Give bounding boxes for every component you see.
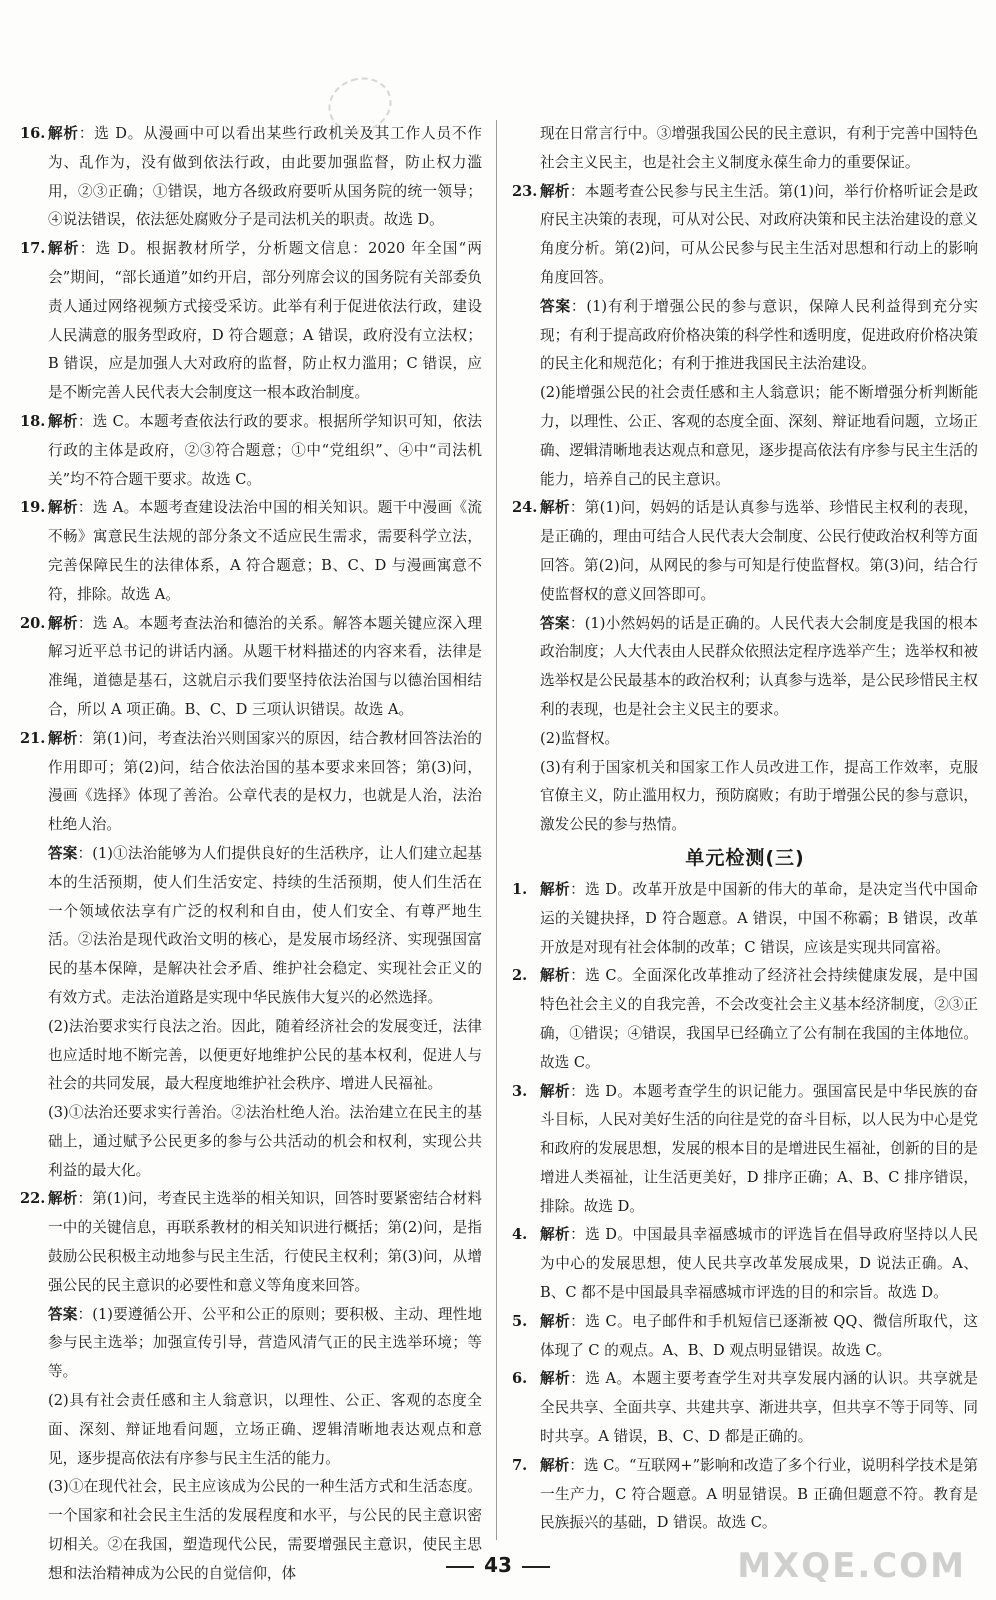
question-item xyxy=(20,235,482,408)
question-number: 4. xyxy=(512,1226,528,1244)
item-label: 答案 xyxy=(540,614,570,632)
item-text: ：第(1)问，妈妈的话是认真参与选举、珍惜民主权利的表现，是正确的，理由可结合人民代表大会制度、公民行使政治权利等方面回答。第(2)问，从网民的参与可知是行使监督权。第(3)问，结合行使监督权的意义回答即可。 xyxy=(540,499,978,603)
item-text: ：第(1)问，考查民主选举的相关知识，回答时要紧密结合材料一中的关键信息，再联系教材的相关知识进行概括；第(2)问，是指鼓励公民积极主动地参与民主生活，行使民主权利；第(3)问，从增强公民的民主意识的必要性和意义等角度来回答。 xyxy=(48,1190,482,1294)
item-label: 解析 xyxy=(48,729,78,747)
question-number: 20. xyxy=(20,614,46,632)
item-label: 解析 xyxy=(540,967,571,985)
item-text: ：选 D。改革开放是中国新的伟大的革命，是决定当代中国命运的关键抉择，D 符合题意。A 错误，中国不称霸；B 错误，改革开放是对现有社会体制的改革；C 错误，应该是实现共同富裕。 xyxy=(540,880,978,956)
item-text: ：选 C。电子邮件和手机短信已逐渐被 QQ、微信所取代，这体现了 C 的观点。A、B、D 观点明显错误。故选 C。 xyxy=(540,1312,978,1359)
item-text: ：选 D。根据教材所学，分析题文信息：2020 年全国“两会”期间，“部长通道”如约开启，部分列席会议的国务院有关部委负责人通过网络视频方式接受采访。此举有利于促进依法行政，建设人民满意的服务型政府，D 符合题意；A 错误，政府没有立法权；B 错误，应是加强人大对政府的监督，防止权力滥用；C 错误，应是不断完善人民代表大会制度这一根本政治制度。 xyxy=(48,240,482,402)
item-text: ：(1)有利于增强公民的参与意识，保障人民利益得到充分实现；有利于提高政府价格决策的科学性和透明度，促进政府价格决策的民主化和规范化；有利于推进我国民主法治建设。 xyxy=(540,297,978,373)
item-text: (2)法治要求实行良法之治。因此，随着经济社会的发展变迁，法律也应适时地不断完善，以便更好地维护公民的基本权利，促进人与社会的共同发展，最大程度地维护社会秩序、增进人民福祉。 xyxy=(48,1017,482,1093)
page-number-value: 43 xyxy=(484,1553,512,1577)
question-item xyxy=(512,178,978,293)
item-text: ：选 D。中国最具幸福感城市的评选旨在倡导政府坚持以人民为中心的发展思想，使人民共享改革发展成果，D 说法正确。A、B、C 都不是中国最具幸福感城市评选的目的和宗旨。故选 D。 xyxy=(540,1226,978,1302)
question-item xyxy=(512,1452,978,1538)
column-divider xyxy=(496,120,497,1540)
question-item xyxy=(512,876,978,962)
question-number: 1. xyxy=(512,880,528,898)
item-text: ：(1)①法治能够为人们提供良好的生活秩序，让人们建立起基本的生活预期，使人们生活安定、持续的生活预期，使人们生活在一个领域依法享有广泛的权利和自由，使人们安全、有尊严地生活。②法治是现代政治文明的核心，是发展市场经济、实现强国富民的基本保障，是解决社会矛盾、维护社会稳定、实现社会正义的有效方式。走法治道路是实现中华民族伟大复兴的必然选择。 xyxy=(48,844,482,1006)
answer-paragraph xyxy=(512,610,978,725)
question-item xyxy=(20,120,482,235)
answer-paragraph xyxy=(20,840,482,1013)
section-title: 单元检测(三) xyxy=(685,846,805,869)
question-item xyxy=(512,1221,978,1307)
answer-paragraph xyxy=(20,1099,482,1185)
item-label: 解析 xyxy=(540,499,570,517)
question-number: 18. xyxy=(20,412,46,430)
item-text: ：(1)小然妈妈的话是正确的。人民代表大会制度是我国的根本政治制度；人大代表由人民群众依照法定程序选举产生；选举权和被选举权是公民最基本的政治权利；认真参与选举，是公民珍惜民主权利的表现，也是社会主义民主的要求。 xyxy=(540,614,978,718)
item-text: ：选 C。“互联网+”影响和改造了多个行业，说明科学技术是第一生产力，C 符合题意。A 明显错误。B 正确但题意不符。教育是民族振兴的基础，D 错误。故选 C。 xyxy=(540,1456,978,1532)
item-label: 解析 xyxy=(48,125,79,142)
item-text: (2)监督权。 xyxy=(540,729,620,747)
answer-paragraph xyxy=(20,1013,482,1099)
question-item xyxy=(20,408,482,494)
page-number-dash-left xyxy=(446,1566,474,1568)
question-number: 3. xyxy=(512,1082,528,1100)
question-item xyxy=(512,1365,978,1451)
item-text: ：选 C。全面深化改革推动了经济社会持续健康发展，是中国特色社会主义的自我完善，不会改变社会主义基本经济制度，②③正确，①错误；④错误，我国早已经确立了公有制在我国的主体地位。故选 C。 xyxy=(540,967,978,1071)
answer-paragraph xyxy=(512,120,978,178)
item-label: 解析 xyxy=(48,412,78,430)
answer-paragraph xyxy=(20,1387,482,1473)
item-text: (2)具有社会责任感和主人翁意识，以理性、公正、客观的态度全面、深刻、辩证地看问题，立场正确、逻辑清晰地表达观点和意见，逐步提高依法有序参与民主生活的能力。 xyxy=(48,1392,482,1467)
answer-paragraph xyxy=(512,293,978,379)
item-label: 答案 xyxy=(540,297,571,315)
page-number-dash-right xyxy=(522,1566,550,1568)
item-text: ：选 C。本题考查依法行政的要求。根据所学知识可知，依法行政的主体是政府，②③符合题意；①中“党组织”、④中“司法机关”均不符合题干要求。故选 C。 xyxy=(48,412,482,488)
item-label: 解析 xyxy=(540,1312,571,1330)
item-label: 解析 xyxy=(540,1456,570,1474)
question-number: 22. xyxy=(20,1190,46,1208)
question-item xyxy=(512,1308,978,1366)
question-number: 6. xyxy=(512,1370,528,1388)
item-label: 答案 xyxy=(48,1305,78,1323)
item-text: (3)有利于国家机关和国家工作人员改进工作，提高工作效率，克服官僚主义，防止滥用权力，预防腐败；有助于增强公民的参与意识，激发公民的参与热情。 xyxy=(540,758,978,834)
item-text: ：选 A。本题主要考查学生对共享发展内涵的认识。共享就是全民共享、全面共享、共建共享、渐进共享，但共享不等于同等、同时共享。A 错误，B、C、D 都是正确的。 xyxy=(540,1370,978,1446)
item-label: 解析 xyxy=(48,499,78,517)
question-number: 5. xyxy=(512,1312,528,1330)
question-number: 19. xyxy=(20,499,46,517)
left-column xyxy=(20,120,482,1589)
question-number: 16. xyxy=(20,125,46,142)
answer-paragraph xyxy=(512,754,978,840)
item-label: 解析 xyxy=(540,1226,571,1244)
question-number: 17. xyxy=(20,240,46,258)
question-item xyxy=(20,610,482,725)
item-text: (2)能增强公民的社会责任感和主人翁意识；能不断增强分析判断能力，以理性、公正、客观的态度全面、深刻、辩证地看问题，立场正确、逻辑清晰地表达观点和意见，逐步提高依法有序参与民主生活的能力，培养自己的民主意识。 xyxy=(540,384,978,488)
question-item xyxy=(512,1078,978,1222)
item-text: (3)①在现代社会，民主应该成为公民的一种生活方式和生活态度。一个国家和社会民主生活的发展程度和水平，与公民的民主意识密切相关。②在我国，塑造现代公民，需要增强民主意识，使民主思想和法治精神成为公民的自觉信仰，体 xyxy=(48,1478,482,1582)
question-item xyxy=(512,962,978,1077)
question-item xyxy=(512,494,978,609)
watermark: MXQE.COM xyxy=(737,1546,966,1586)
question-number: 23. xyxy=(512,182,538,200)
item-label: 解析 xyxy=(48,1190,78,1208)
item-text: ：选 A。本题考查建设法治中国的相关知识。题干中漫画《流不畅》寓意民生法规的部分条文不适应民生需求，需要科学立法，完善保障民生的法律体系，A 符合题意；B、C、D 与漫画寓意不符，排除。故选 A。 xyxy=(48,499,482,603)
answer-paragraph xyxy=(512,379,978,494)
question-number: 24. xyxy=(512,499,538,517)
question-number: 21. xyxy=(20,729,46,747)
item-label: 解析 xyxy=(540,1370,571,1388)
item-text: ：选 D。从漫画中可以看出某些行政机关及其工作人员不作为、乱作为，没有做到依法行政，由此要加强监督，防止权力滥用，②③正确；①错误，地方各级政府要听从国务院的统一领导；④说法错误，依法惩处腐败分子是司法机关的职责。故选 D。 xyxy=(48,125,482,229)
answer-paragraph xyxy=(20,1301,482,1387)
item-label: 解析 xyxy=(48,614,78,632)
item-text: ：选 D。本题考查学生的识记能力。强国富民是中华民族的奋斗目标，人民对美好生活的向往是党的奋斗目标，以人民为中心是党和政府的发展思想，发展的根本目的是增进民生福祉，创新的目的是增进人类福祉，让生活更美好，D 排序正确；A、B、C 排序错误，排除。故选 D。 xyxy=(540,1082,978,1215)
item-label: 解析 xyxy=(540,880,571,898)
answer-paragraph xyxy=(512,725,978,754)
item-label: 解析 xyxy=(540,182,570,200)
question-item xyxy=(20,494,482,609)
right-column xyxy=(512,120,978,1538)
item-label: 答案 xyxy=(48,844,78,862)
item-label: 解析 xyxy=(540,1082,571,1100)
question-item xyxy=(20,725,482,840)
item-text: ：本题考查公民参与民主生活。第(1)问，举行价格听证会是政府民主决策的表现，可从对公民、对政府决策和民主法治建设的意义角度分析。第(2)问，可从公民参与民主生活对思想和行动上的影响角度回答。 xyxy=(540,182,978,286)
question-number: 7. xyxy=(512,1456,528,1474)
item-label: 解析 xyxy=(48,240,80,258)
item-text: (3)①法治还要求实行善治。②法治杜绝人治。法治建立在民主的基础上，通过赋予公民更多的参与公共活动的机会和权利，实现公共利益的最大化。 xyxy=(48,1104,482,1179)
item-text: ：(1)要遵循公开、公平和公正的原则；要积极、主动、理性地参与民主选举；加强宣传引导，营造风清气正的民主选举环境；等等。 xyxy=(48,1305,482,1381)
question-number: 2. xyxy=(512,967,528,985)
question-item xyxy=(20,1185,482,1300)
item-text: ：第(1)问，考查法治兴则国家兴的原因，结合教材回答法治的作用即可；第(2)问，结合依法治国的基本要求来回答；第(3)问，漫画《选择》体现了善治。公章代表的是权力，也就是人治，法治杜绝人治。 xyxy=(48,729,482,834)
item-text: 现在日常言行中。③增强我国公民的民主意识，有利于完善中国特色社会主义民主，也是社会主义制度永葆生命力的重要保证。 xyxy=(540,125,978,171)
item-text: ：选 A。本题考查法治和德治的关系。解答本题关键应深入理解习近平总书记的讲话内涵。从题干材料描述的内容来看，法律是准绳，道德是基石，这就启示我们要坚持依法治国与以德治国相结合，所以 A 项正确。B、C、D 三项认识错误。故选 A。 xyxy=(48,614,482,718)
